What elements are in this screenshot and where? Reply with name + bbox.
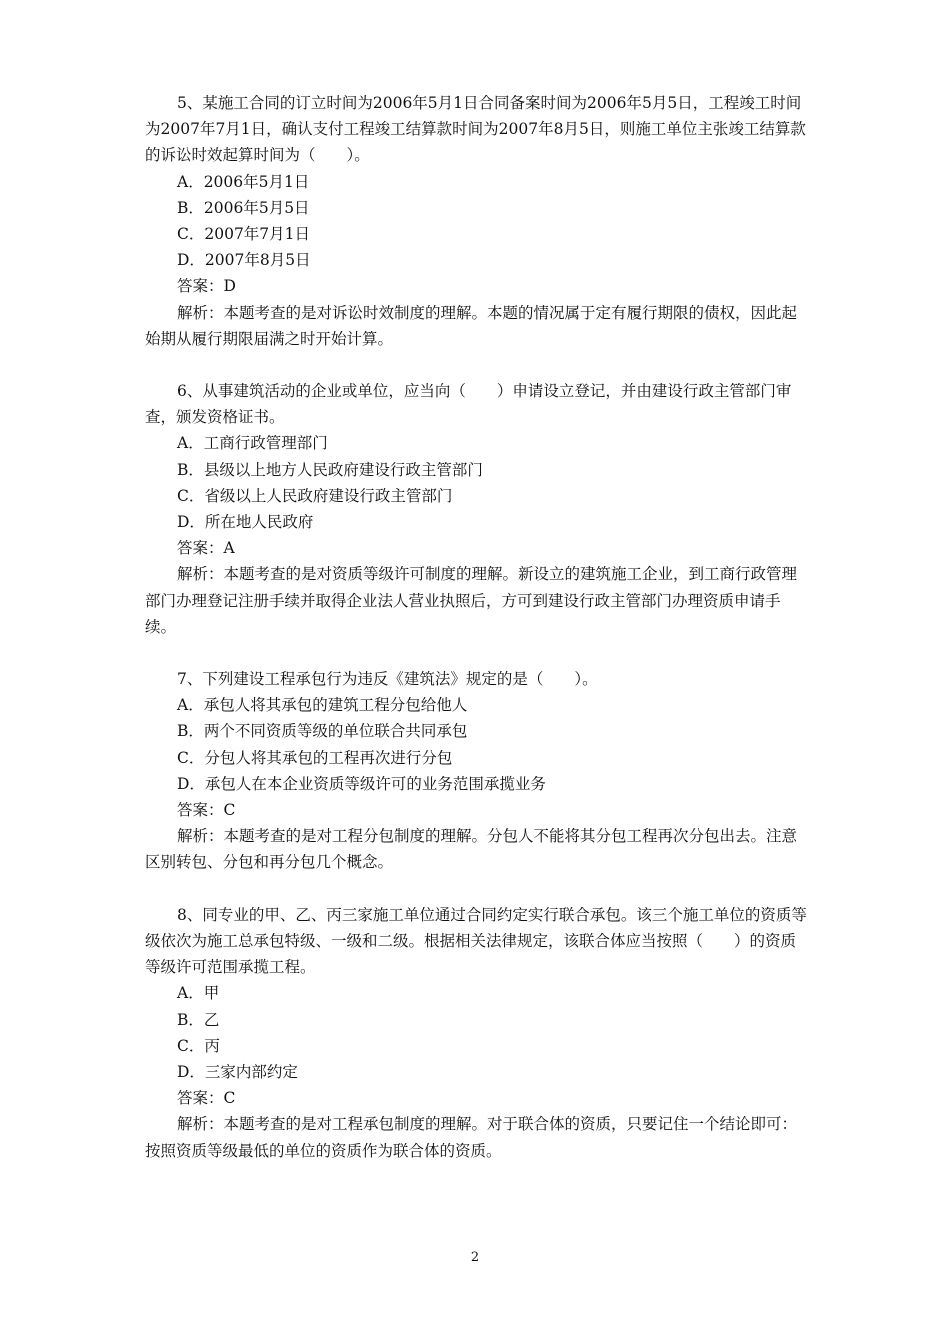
option-a: A．承包人将其承包的建筑工程分包给他人 <box>177 696 468 715</box>
option-d: D．2007年8月5日 <box>177 251 311 270</box>
option-b: B．2006年5月5日 <box>177 198 310 217</box>
option-d: D．承包人在本企业资质等级许可的业务范围承揽业务 <box>177 774 546 793</box>
option-a: A．甲 <box>177 984 220 1003</box>
option-d: D．所在地人民政府 <box>177 513 314 532</box>
answer: 答案：C <box>177 1089 236 1108</box>
analysis: 解析：本题考查的是对资质等级许可制度的理解。新设立的建筑施工企业，到工商行政管理部门办理登记注册手续并取得企业法人营业执照后，方可到建设行政主管部门办理资质申请手续。 <box>145 565 798 636</box>
option-d: D．三家内部约定 <box>177 1062 298 1081</box>
question-stem: 7、下列建设工程承包行为违反《建筑法》规定的是（ ）。 <box>177 670 598 689</box>
question-stem: 8、同专业的甲、乙、丙三家施工单位通过合同约定实行联合承包。该三个施工单位的资质等级依次为施工总承包特级、一级和二级。根据相关法律规定，该联合体应当按照（ ）的资质等级许可范围承揽工程。 <box>145 905 807 977</box>
question-list <box>145 90 808 1190</box>
option-c: C．2007年7月1日 <box>177 225 311 244</box>
option-c: C．省级以上人民政府建设行政主管部门 <box>177 486 453 505</box>
option-b: B．两个不同资质等级的单位联合共同承包 <box>177 722 468 741</box>
analysis: 解析：本题考查的是对工程承包制度的理解。对于联合体的资质，只要记住一个结论即可：按照资质等级最低的单位的资质作为联合体的资质。 <box>145 1115 798 1160</box>
answer: 答案：D <box>177 277 236 296</box>
answer: 答案：C <box>177 801 236 820</box>
question-stem: 6、从事建筑活动的企业或单位，应当向（ ）申请设立登记，并由建设行政主管部门审查，颁发资格证书。 <box>145 382 792 427</box>
page-number: 2 <box>470 1250 480 1265</box>
option-c: C．丙 <box>177 1036 220 1055</box>
analysis: 解析：本题考查的是对工程分包制度的理解。分包人不能将其分包工程再次分包出去。注意区别转包、分包和再分包几个概念。 <box>145 827 798 872</box>
question-stem: 5、某施工合同的订立时间为2006年5月1日合同备案时间为2006年5月5日，工程竣工时间为2007年7月1日，确认支付工程竣工结算款时间为2007年8月5日，则施工单位主张竣工结算款的诉讼时效起算时间为（ ）。 <box>145 94 806 165</box>
option-b: B．乙 <box>177 1010 220 1029</box>
question-7 <box>145 666 808 876</box>
analysis: 解析：本题考查的是对诉讼时效制度的理解。本题的情况属于定有履行期限的债权，因此起始期从履行期限届满之时开始计算。 <box>145 303 798 348</box>
question-6 <box>145 378 808 640</box>
question-5 <box>145 90 808 352</box>
option-b: B．县级以上地方人民政府建设行政主管部门 <box>177 460 483 479</box>
answer: 答案：A <box>177 539 235 558</box>
question-8 <box>145 902 808 1164</box>
option-a: A．2006年5月1日 <box>177 172 310 191</box>
option-c: C．分包人将其承包的工程再次进行分包 <box>177 748 453 767</box>
option-a: A．工商行政管理部门 <box>177 434 328 453</box>
